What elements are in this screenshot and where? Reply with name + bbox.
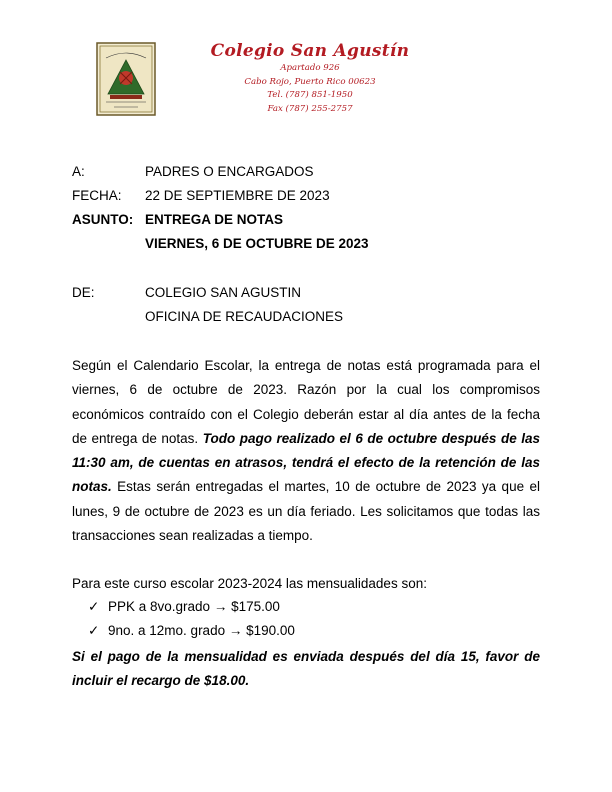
body-paragraph: [72, 354, 540, 548]
date-label: FECHA:: [72, 188, 122, 203]
late-fee-notice: Si el pago de la mensualidad es enviada después del día 15, favor de incluir el recargo de $18.00.: [72, 649, 540, 689]
from-line-1: COLEGIO SAN AGUSTIN: [145, 285, 302, 300]
from-line-2: OFICINA DE RECAUDACIONES: [145, 309, 344, 324]
body-emphasis: Todo pago realizado el 6 de octubre después de las 11:30 am, de cuentas en atrasos, tendrá el efecto de la retención de las notas.: [72, 430, 540, 495]
fax-number: Fax (787) 255-2757: [267, 103, 353, 114]
school-crest-icon: [96, 42, 156, 116]
subject-line-1: ENTREGA DE NOTAS: [145, 212, 284, 227]
memo-header: [72, 160, 540, 324]
to-label: A:: [72, 164, 85, 179]
subject-label: ASUNTO:: [72, 212, 134, 227]
from-label: DE:: [72, 285, 95, 300]
subject-line-2: VIERNES, 6 DE OCTUBRE DE 2023: [145, 236, 369, 251]
body-text-1: Según el Calendario Escolar, la entrega de notas está programada para el viernes, 6 de octubre de 2023. Razón por la cual los compromisos económicos contraído con el Colegio deberán estar al día antes de la fecha de entrega de notas.: [72, 358, 540, 446]
date-value: 22 DE SEPTIEMBRE DE 2023: [145, 188, 330, 203]
address-line-1: Apartado 926: [280, 63, 340, 73]
list-item: [88, 619, 295, 643]
fee-item-label: 9no. a 12mo. grado → $190.00: [108, 623, 295, 638]
address-line-2: Cabo Rojo, Puerto Rico 00623: [244, 76, 376, 87]
fee-list: [88, 595, 295, 643]
body-text-2: Estas serán entregadas el martes, 10 de octubre de 2023 ya que el lunes, 9 de octubre de 2023 es un día feriado. Les solicitamos que todas las transacciones sean realizadas a tiempo.: [72, 479, 540, 544]
phone-number: Tel. (787) 851-1950: [267, 90, 353, 101]
to-value: PADRES O ENCARGADOS: [145, 164, 314, 179]
list-item: [88, 595, 295, 619]
letterhead: [200, 40, 420, 116]
checkmark-icon: ✓: [88, 599, 100, 614]
checkmark-icon: ✓: [88, 623, 100, 638]
school-name: Colegio San Agustín: [210, 41, 410, 61]
fee-item-label: PPK a 8vo.grado → $175.00: [108, 599, 280, 614]
fees-intro: Para este curso escolar 2023-2024 las mensualidades son:: [72, 576, 427, 591]
